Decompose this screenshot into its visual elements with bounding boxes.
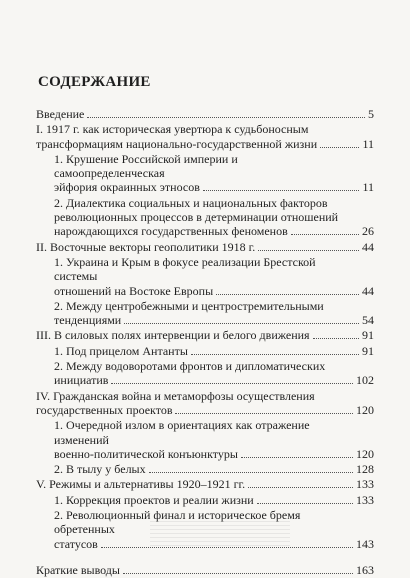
toc-entry-title-line: Краткие выводы — [36, 562, 120, 577]
dot-leader — [258, 250, 359, 251]
toc-entry-title-line: эйфория окраинных этносов — [54, 180, 200, 195]
toc-entry-title-line: Введение — [36, 107, 85, 121]
toc-entry[interactable] — [36, 107, 374, 121]
toc-page-number: 54 — [362, 313, 374, 328]
dot-leader — [123, 573, 353, 574]
toc-entry[interactable] — [36, 328, 374, 342]
dot-leader — [216, 294, 359, 295]
dot-leader — [320, 147, 359, 148]
toc-entry[interactable] — [36, 255, 374, 298]
toc-entry[interactable] — [36, 122, 374, 151]
toc-page-number: 26 — [362, 224, 374, 239]
dot-leader — [257, 503, 353, 504]
toc-entry-title-line: 1. Украина и Крым в фокусе реализации Брестской системы — [54, 254, 316, 284]
dot-leader — [175, 413, 353, 414]
toc-entry-title-line: 2. Революционный финал и историческое бремя обретенных — [54, 508, 301, 537]
toc-entry-title-line: отношений на Востоке Европы — [54, 283, 214, 298]
toc-entry-title-line: 1. Коррекция проектов и реалии жизни — [54, 492, 254, 507]
toc-page-number: 44 — [362, 239, 374, 254]
toc-page-number: 91 — [362, 343, 374, 358]
dot-leader — [191, 354, 359, 355]
toc-page-number: 11 — [362, 180, 374, 195]
toc-entry[interactable] — [36, 152, 374, 195]
show-through-text — [150, 520, 290, 546]
toc-entry-title-line: III. В силовых полях интервенции и белого движения — [36, 328, 310, 343]
dot-leader — [241, 457, 353, 458]
dot-leader — [124, 323, 359, 324]
table-of-contents — [36, 107, 374, 578]
toc-page-number: 143 — [356, 536, 374, 551]
toc-entry-title-line: 2. Между центробежными и центростремительными — [54, 298, 324, 313]
toc-page-number: 11 — [362, 136, 374, 151]
toc-entry-title-line: 1. Очередной излом в ориентациях как отражение изменений — [54, 418, 310, 447]
toc-page-number: 120 — [356, 402, 374, 417]
toc-entry-title-line: тенденциями — [54, 313, 122, 328]
toc-entry-title-line: 1. Под прицелом Антанты — [54, 343, 188, 358]
toc-entry-title-line: статусов — [54, 536, 98, 551]
toc-entry-title-line: революционных процессов в детерминации отношений — [54, 210, 339, 225]
toc-page-number: 102 — [356, 373, 374, 388]
toc-page-number: 133 — [356, 477, 374, 492]
dot-leader — [111, 383, 353, 384]
dot-leader — [313, 338, 359, 339]
toc-entry[interactable] — [36, 196, 374, 239]
toc-entry-title-line: трансформациям национально-государственной жизни — [36, 136, 318, 151]
page-title: СОДЕРЖАНИЕ — [38, 74, 151, 90]
toc-entry[interactable] — [36, 299, 374, 328]
toc-page-number: 5 — [368, 107, 374, 121]
dot-leader — [248, 487, 353, 488]
toc-page-number: 133 — [356, 492, 374, 507]
toc-entry-title-line: нарождающихся государственных феноменов — [54, 224, 288, 239]
toc-entry-title-line: государственных проектов — [36, 402, 173, 417]
toc-entry[interactable] — [36, 418, 374, 461]
dot-leader — [291, 234, 359, 235]
dot-leader — [87, 117, 365, 118]
toc-entry-title-line: 2. Между водоворотами фронтов и дипломатических — [54, 359, 326, 374]
toc-entry-title-line: инициатив — [54, 373, 109, 388]
toc-entry[interactable] — [36, 493, 374, 507]
toc-entry-title-line: IV. Гражданская война и метаморфозы осуществления — [36, 388, 315, 403]
dot-leader — [203, 190, 360, 191]
toc-entry-title-line: 1. Крушение Российской империи и самоопределенческая — [54, 151, 238, 181]
toc-entry[interactable] — [36, 240, 374, 254]
toc-page-number: 128 — [356, 462, 374, 477]
toc-entry[interactable] — [36, 359, 374, 388]
toc-page-number: 163 — [356, 562, 374, 577]
dot-leader — [149, 472, 353, 473]
toc-entry[interactable] — [36, 344, 374, 358]
toc-entry-title-line: V. Режимы и альтернативы 1920–1921 гг. — [36, 477, 246, 492]
toc-entry[interactable] — [36, 389, 374, 418]
dot-leader — [101, 547, 353, 548]
toc-entry-title-line: 2. Диалектика социальных и национальных факторов — [54, 195, 328, 210]
toc-page-number: 44 — [362, 283, 374, 298]
toc-entry[interactable] — [36, 462, 374, 476]
toc-entry[interactable] — [36, 563, 374, 577]
toc-entry-title-line: II. Восточные векторы геополитики 1918 г. — [36, 239, 256, 254]
toc-entry-title-line: военно-политической конъюнктуры — [54, 446, 238, 461]
toc-entry-title-line: I. 1917 г. как историческая увертюра к судьбоносным — [36, 122, 309, 137]
toc-entry[interactable] — [36, 477, 374, 491]
toc-entry-title-line: 2. В тылу у белых — [54, 462, 146, 477]
toc-page-number: 91 — [362, 328, 374, 343]
toc-page-number: 120 — [356, 446, 374, 461]
